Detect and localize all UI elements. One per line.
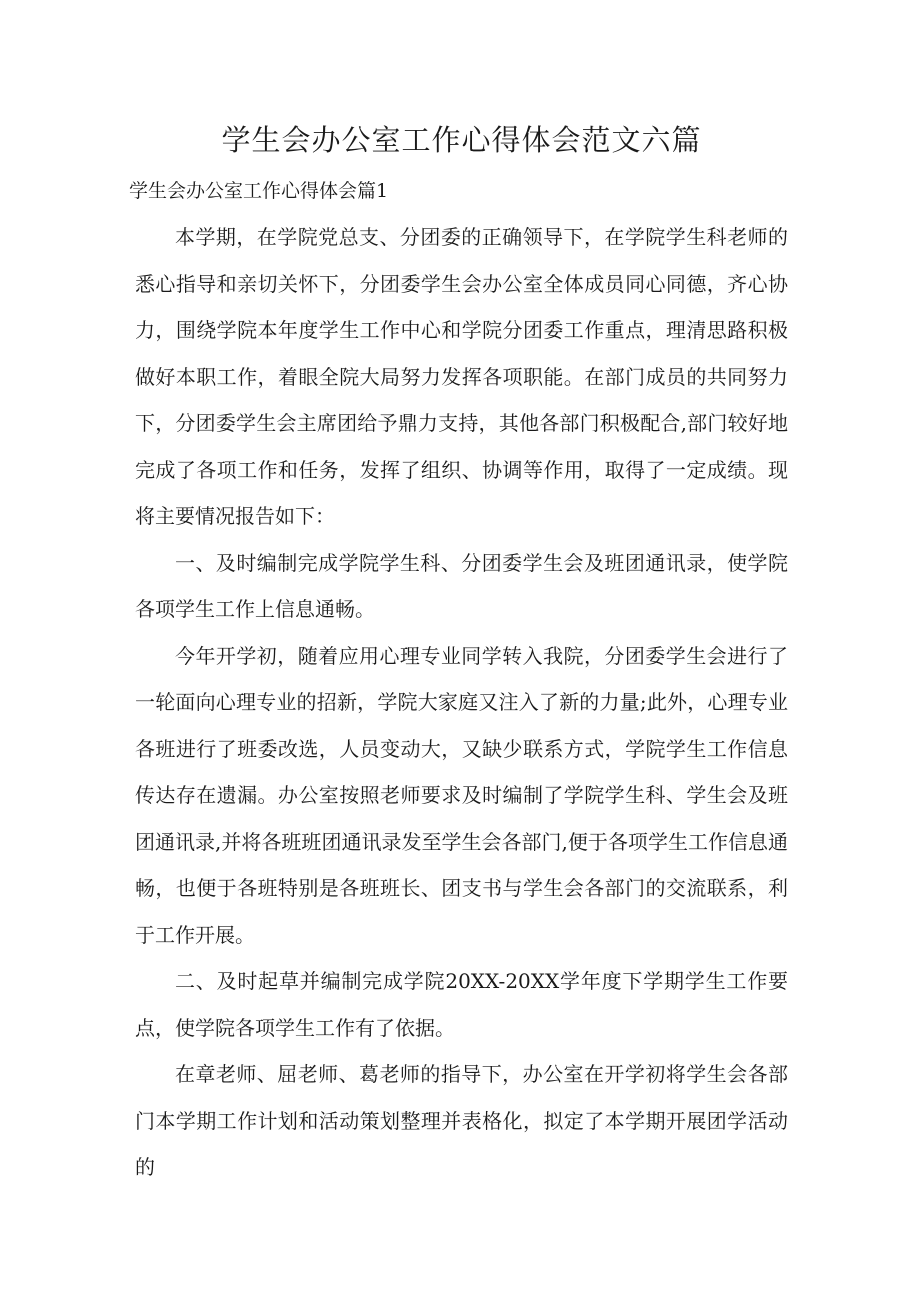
- section-heading: 学生会办公室工作心得体会篇1: [129, 180, 389, 202]
- body-paragraph: 一、及时编制完成学院学生科、分团委学生会及班团通讯录，使学院各项学生工作上信息通畅。: [135, 550, 788, 621]
- body-paragraph: 二、及时起草并编制完成学院20XX-20XX学年度下学期学生工作要点，使学院各项学生工作有了依据。: [135, 969, 788, 1040]
- body-paragraph: 在章老师、屈老师、葛老师的指导下，办公室在开学初将学生会各部门本学期工作计划和活动策划整理并表格化，拟定了本学期开展团学活动的: [135, 1062, 788, 1179]
- body-paragraph: 本学期，在学院党总支、分团委的正确领导下，在学院学生科老师的悉心指导和亲切关怀下，分团委学生会办公室全体成员同心同德，齐心协力，围绕学院本年度学生工作中心和学院分团委工作重点，理清思路积极做好本职工作，着眼全院大局努力发挥各项职能。在部门成员的共同努力下，分团委学生会主席团给予鼎力支持，其他各部门积极配合,部门较好地完成了各项工作和任务，发挥了组织、协调等作用，取得了一定成绩。现将主要情况报告如下：: [135, 225, 788, 528]
- body-paragraph: 今年开学初，随着应用心理专业同学转入我院，分团委学生会进行了一轮面向心理专业的招新，学院大家庭又注入了新的力量;此外，心理专业各班进行了班委改选，人员变动大，又缺少联系方式，学院学生工作信息传达存在遗漏。办公室按照老师要求及时编制了学院学生科、学生会及班团通讯录,并将各班班团通讯录发至学生会各部门,便于各项学生工作信息通畅，也便于各班特别是各班班长、团支书与学生会各部门的交流联系，利于工作开展。: [135, 643, 788, 947]
- document-title: 学生会办公室工作心得体会范文六篇: [221, 123, 702, 157]
